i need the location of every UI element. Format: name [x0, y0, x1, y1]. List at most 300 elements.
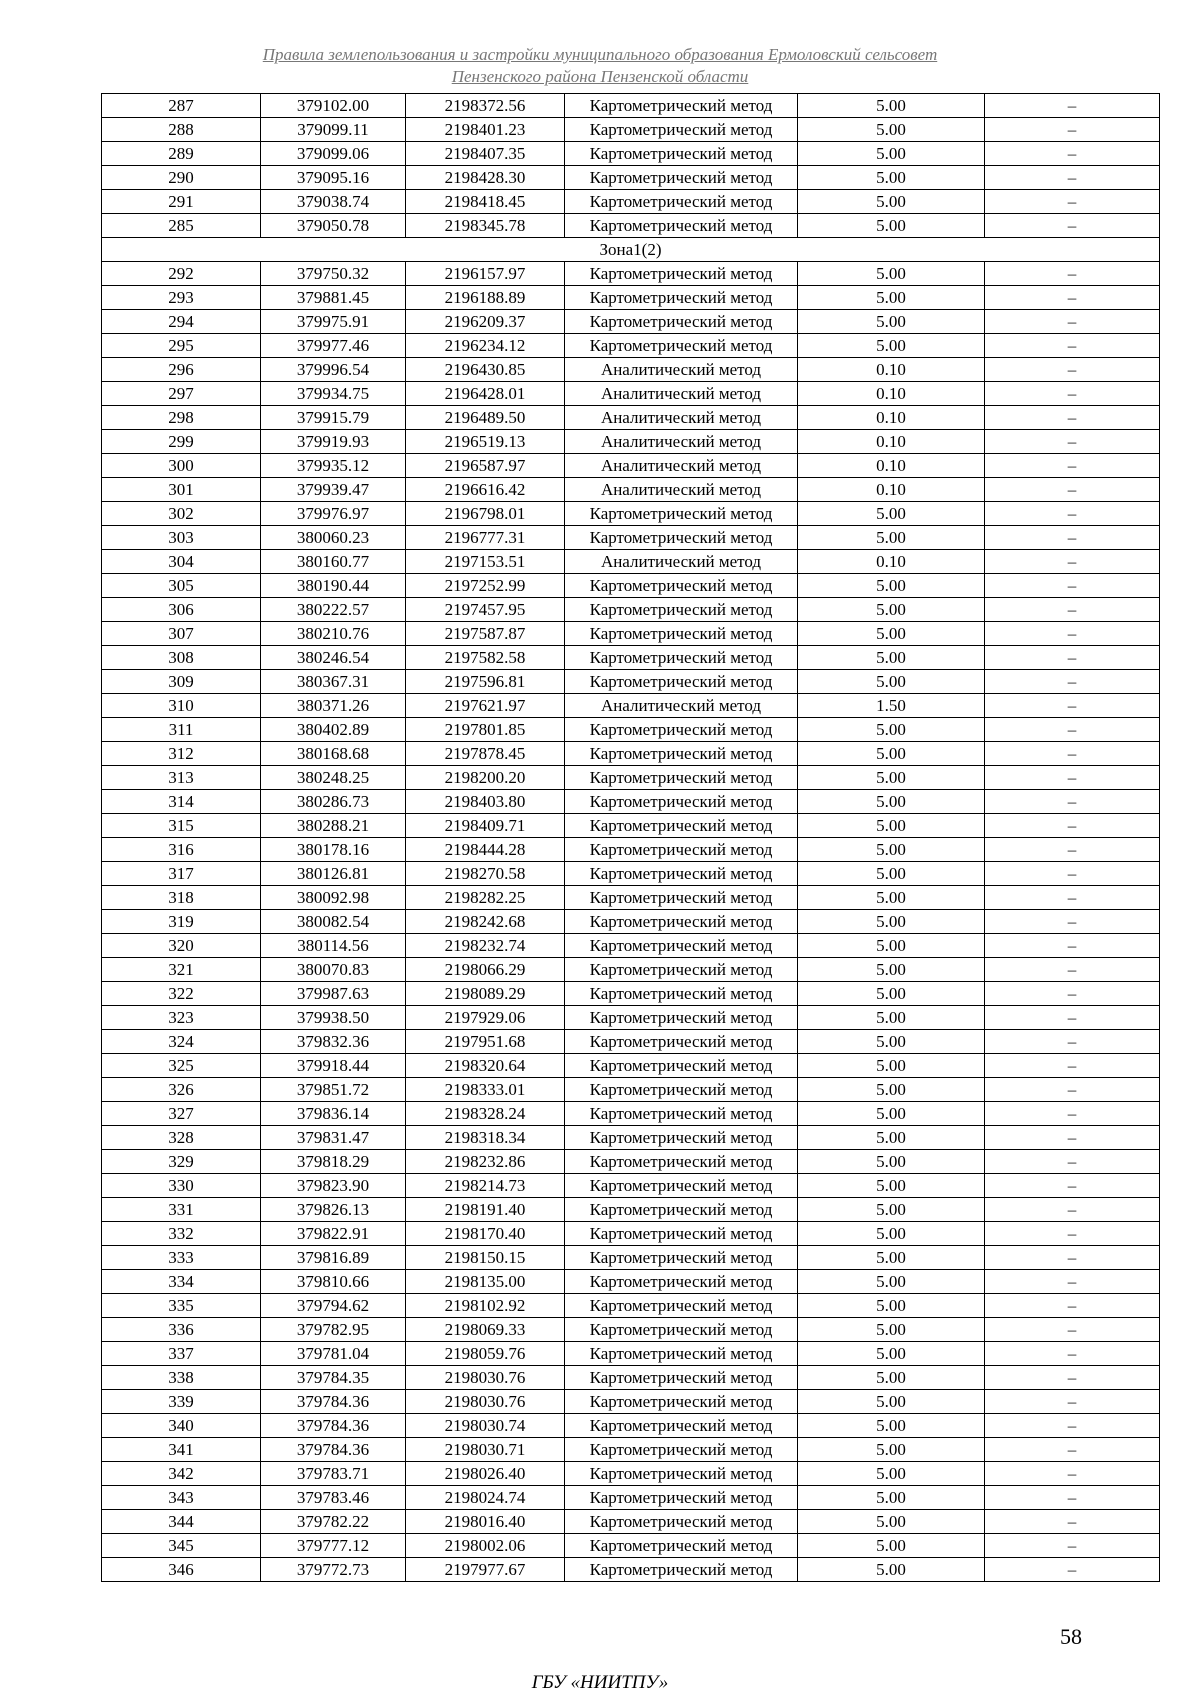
x-coordinate-cell: 379750.32	[261, 262, 406, 286]
x-coordinate-cell: 379934.75	[261, 382, 406, 406]
note-cell: –	[985, 766, 1160, 790]
x-coordinate-cell: 379836.14	[261, 1102, 406, 1126]
point-number-cell: 291	[102, 190, 261, 214]
header-line-2: Пензенского района Пензенской области	[451, 67, 749, 86]
x-coordinate-cell: 380402.89	[261, 718, 406, 742]
point-number-cell: 306	[102, 598, 261, 622]
method-cell: Аналитический метод	[565, 694, 798, 718]
accuracy-cell: 5.00	[798, 1174, 985, 1198]
point-number-cell: 288	[102, 118, 261, 142]
accuracy-cell: 5.00	[798, 214, 985, 238]
note-cell: –	[985, 1246, 1160, 1270]
method-cell: Картометрический метод	[565, 334, 798, 358]
method-cell: Картометрический метод	[565, 1366, 798, 1390]
point-number-cell: 308	[102, 646, 261, 670]
table-row	[102, 1246, 1160, 1270]
y-coordinate-cell: 2198002.06	[406, 1534, 565, 1558]
x-coordinate-cell: 379784.36	[261, 1414, 406, 1438]
table-row	[102, 334, 1160, 358]
note-cell: –	[985, 670, 1160, 694]
method-cell: Картометрический метод	[565, 1150, 798, 1174]
table-row	[102, 1342, 1160, 1366]
point-number-cell: 305	[102, 574, 261, 598]
y-coordinate-cell: 2197621.97	[406, 694, 565, 718]
table-row	[102, 790, 1160, 814]
method-cell: Аналитический метод	[565, 550, 798, 574]
table-row	[102, 1390, 1160, 1414]
x-coordinate-cell: 379826.13	[261, 1198, 406, 1222]
method-cell: Картометрический метод	[565, 1414, 798, 1438]
point-number-cell: 329	[102, 1150, 261, 1174]
point-number-cell: 338	[102, 1366, 261, 1390]
x-coordinate-cell: 379823.90	[261, 1174, 406, 1198]
x-coordinate-cell: 380114.56	[261, 934, 406, 958]
table-row	[102, 1270, 1160, 1294]
table-row	[102, 1030, 1160, 1054]
table-row	[102, 406, 1160, 430]
accuracy-cell: 5.00	[798, 1414, 985, 1438]
note-cell: –	[985, 982, 1160, 1006]
y-coordinate-cell: 2196234.12	[406, 334, 565, 358]
accuracy-cell: 5.00	[798, 910, 985, 934]
note-cell: –	[985, 1414, 1160, 1438]
point-number-cell: 292	[102, 262, 261, 286]
accuracy-cell: 5.00	[798, 1222, 985, 1246]
method-cell: Картометрический метод	[565, 934, 798, 958]
method-cell: Аналитический метод	[565, 382, 798, 406]
y-coordinate-cell: 2196428.01	[406, 382, 565, 406]
accuracy-cell: 0.10	[798, 382, 985, 406]
note-cell: –	[985, 1294, 1160, 1318]
accuracy-cell: 5.00	[798, 1126, 985, 1150]
x-coordinate-cell: 379987.63	[261, 982, 406, 1006]
table-row	[102, 718, 1160, 742]
note-cell: –	[985, 1126, 1160, 1150]
method-cell: Картометрический метод	[565, 862, 798, 886]
x-coordinate-cell: 379782.95	[261, 1318, 406, 1342]
accuracy-cell: 5.00	[798, 502, 985, 526]
point-number-cell: 337	[102, 1342, 261, 1366]
note-cell: –	[985, 382, 1160, 406]
x-coordinate-cell: 379976.97	[261, 502, 406, 526]
table-row	[102, 982, 1160, 1006]
y-coordinate-cell: 2198026.40	[406, 1462, 565, 1486]
accuracy-cell: 5.00	[798, 1054, 985, 1078]
table-row	[102, 1558, 1160, 1582]
y-coordinate-cell: 2198282.25	[406, 886, 565, 910]
method-cell: Картометрический метод	[565, 1054, 798, 1078]
table-row	[102, 1414, 1160, 1438]
x-coordinate-cell: 379881.45	[261, 286, 406, 310]
point-number-cell: 346	[102, 1558, 261, 1582]
point-number-cell: 345	[102, 1534, 261, 1558]
note-cell: –	[985, 1150, 1160, 1174]
accuracy-cell: 5.00	[798, 766, 985, 790]
accuracy-cell: 5.00	[798, 166, 985, 190]
point-number-cell: 302	[102, 502, 261, 526]
accuracy-cell: 5.00	[798, 862, 985, 886]
accuracy-cell: 5.00	[798, 1294, 985, 1318]
method-cell: Картометрический метод	[565, 1462, 798, 1486]
y-coordinate-cell: 2196209.37	[406, 310, 565, 334]
note-cell: –	[985, 550, 1160, 574]
note-cell: –	[985, 334, 1160, 358]
note-cell: –	[985, 790, 1160, 814]
note-cell: –	[985, 118, 1160, 142]
method-cell: Картометрический метод	[565, 1270, 798, 1294]
accuracy-cell: 5.00	[798, 1462, 985, 1486]
accuracy-cell: 5.00	[798, 334, 985, 358]
method-cell: Картометрический метод	[565, 1198, 798, 1222]
x-coordinate-cell: 379772.73	[261, 1558, 406, 1582]
x-coordinate-cell: 379095.16	[261, 166, 406, 190]
accuracy-cell: 5.00	[798, 1246, 985, 1270]
table-row	[102, 262, 1160, 286]
point-number-cell: 341	[102, 1438, 261, 1462]
y-coordinate-cell: 2198089.29	[406, 982, 565, 1006]
y-coordinate-cell: 2197878.45	[406, 742, 565, 766]
method-cell: Картометрический метод	[565, 1126, 798, 1150]
y-coordinate-cell: 2198066.29	[406, 958, 565, 982]
accuracy-cell: 5.00	[798, 310, 985, 334]
point-number-cell: 304	[102, 550, 261, 574]
x-coordinate-cell: 379915.79	[261, 406, 406, 430]
accuracy-cell: 5.00	[798, 838, 985, 862]
x-coordinate-cell: 379935.12	[261, 454, 406, 478]
y-coordinate-cell: 2198030.74	[406, 1414, 565, 1438]
method-cell: Картометрический метод	[565, 622, 798, 646]
note-cell: –	[985, 1438, 1160, 1462]
method-cell: Картометрический метод	[565, 1174, 798, 1198]
table-row	[102, 1510, 1160, 1534]
note-cell: –	[985, 502, 1160, 526]
point-number-cell: 299	[102, 430, 261, 454]
table-row	[102, 574, 1160, 598]
y-coordinate-cell: 2198102.92	[406, 1294, 565, 1318]
table-row	[102, 430, 1160, 454]
y-coordinate-cell: 2198059.76	[406, 1342, 565, 1366]
table-row	[102, 1006, 1160, 1030]
note-cell: –	[985, 934, 1160, 958]
method-cell: Картометрический метод	[565, 910, 798, 934]
accuracy-cell: 0.10	[798, 550, 985, 574]
table-row	[102, 1534, 1160, 1558]
point-number-cell: 344	[102, 1510, 261, 1534]
table-row	[102, 694, 1160, 718]
x-coordinate-cell: 379996.54	[261, 358, 406, 382]
table-row	[102, 286, 1160, 310]
accuracy-cell: 5.00	[798, 1102, 985, 1126]
point-number-cell: 296	[102, 358, 261, 382]
y-coordinate-cell: 2196430.85	[406, 358, 565, 382]
point-number-cell: 342	[102, 1462, 261, 1486]
y-coordinate-cell: 2198403.80	[406, 790, 565, 814]
y-coordinate-cell: 2198069.33	[406, 1318, 565, 1342]
method-cell: Картометрический метод	[565, 190, 798, 214]
accuracy-cell: 5.00	[798, 646, 985, 670]
x-coordinate-cell: 379784.35	[261, 1366, 406, 1390]
table-row	[102, 502, 1160, 526]
accuracy-cell: 5.00	[798, 1510, 985, 1534]
accuracy-cell: 5.00	[798, 934, 985, 958]
y-coordinate-cell: 2196798.01	[406, 502, 565, 526]
accuracy-cell: 5.00	[798, 286, 985, 310]
note-cell: –	[985, 1078, 1160, 1102]
point-number-cell: 324	[102, 1030, 261, 1054]
table-row	[102, 622, 1160, 646]
x-coordinate-cell: 379782.22	[261, 1510, 406, 1534]
method-cell: Картометрический метод	[565, 1486, 798, 1510]
table-row	[102, 814, 1160, 838]
table-row	[102, 454, 1160, 478]
note-cell: –	[985, 1102, 1160, 1126]
accuracy-cell: 5.00	[798, 742, 985, 766]
table-row	[102, 838, 1160, 862]
note-cell: –	[985, 454, 1160, 478]
note-cell: –	[985, 886, 1160, 910]
y-coordinate-cell: 2198200.20	[406, 766, 565, 790]
method-cell: Картометрический метод	[565, 286, 798, 310]
accuracy-cell: 5.00	[798, 262, 985, 286]
x-coordinate-cell: 379794.62	[261, 1294, 406, 1318]
point-number-cell: 307	[102, 622, 261, 646]
note-cell: –	[985, 910, 1160, 934]
point-number-cell: 336	[102, 1318, 261, 1342]
note-cell: –	[985, 814, 1160, 838]
note-cell: –	[985, 430, 1160, 454]
table-row	[102, 382, 1160, 406]
x-coordinate-cell: 380371.26	[261, 694, 406, 718]
x-coordinate-cell: 379816.89	[261, 1246, 406, 1270]
point-number-cell: 326	[102, 1078, 261, 1102]
note-cell: –	[985, 286, 1160, 310]
table-row	[102, 598, 1160, 622]
note-cell: –	[985, 1390, 1160, 1414]
accuracy-cell: 5.00	[798, 1342, 985, 1366]
accuracy-cell: 5.00	[798, 598, 985, 622]
y-coordinate-cell: 2198214.73	[406, 1174, 565, 1198]
accuracy-cell: 0.10	[798, 430, 985, 454]
point-number-cell: 320	[102, 934, 261, 958]
method-cell: Аналитический метод	[565, 406, 798, 430]
x-coordinate-cell: 380190.44	[261, 574, 406, 598]
note-cell: –	[985, 1558, 1160, 1582]
accuracy-cell: 5.00	[798, 886, 985, 910]
method-cell: Картометрический метод	[565, 766, 798, 790]
page-header	[150, 44, 1050, 88]
note-cell: –	[985, 1270, 1160, 1294]
table-row	[102, 1102, 1160, 1126]
method-cell: Картометрический метод	[565, 670, 798, 694]
method-cell: Аналитический метод	[565, 358, 798, 382]
table-row	[102, 166, 1160, 190]
table-row	[102, 478, 1160, 502]
y-coordinate-cell: 2198030.76	[406, 1366, 565, 1390]
table-row	[102, 1198, 1160, 1222]
accuracy-cell: 5.00	[798, 718, 985, 742]
x-coordinate-cell: 380160.77	[261, 550, 406, 574]
y-coordinate-cell: 2198333.01	[406, 1078, 565, 1102]
point-number-cell: 294	[102, 310, 261, 334]
point-number-cell: 322	[102, 982, 261, 1006]
zone-label: Зона1(2)	[102, 238, 1160, 262]
point-number-cell: 317	[102, 862, 261, 886]
accuracy-cell: 5.00	[798, 1150, 985, 1174]
point-number-cell: 332	[102, 1222, 261, 1246]
table-row	[102, 1174, 1160, 1198]
table-row	[102, 1126, 1160, 1150]
accuracy-cell: 5.00	[798, 94, 985, 118]
x-coordinate-cell: 380060.23	[261, 526, 406, 550]
y-coordinate-cell: 2198409.71	[406, 814, 565, 838]
method-cell: Картометрический метод	[565, 1318, 798, 1342]
x-coordinate-cell: 379975.91	[261, 310, 406, 334]
point-number-cell: 311	[102, 718, 261, 742]
coordinates-table	[101, 93, 1160, 1582]
table-row	[102, 358, 1160, 382]
y-coordinate-cell: 2198170.40	[406, 1222, 565, 1246]
accuracy-cell: 5.00	[798, 1486, 985, 1510]
y-coordinate-cell: 2198320.64	[406, 1054, 565, 1078]
x-coordinate-cell: 380168.68	[261, 742, 406, 766]
x-coordinate-cell: 379822.91	[261, 1222, 406, 1246]
method-cell: Картометрический метод	[565, 790, 798, 814]
note-cell: –	[985, 1174, 1160, 1198]
note-cell: –	[985, 1318, 1160, 1342]
accuracy-cell: 0.10	[798, 454, 985, 478]
method-cell: Картометрический метод	[565, 1078, 798, 1102]
accuracy-cell: 5.00	[798, 1438, 985, 1462]
method-cell: Картометрический метод	[565, 94, 798, 118]
y-coordinate-cell: 2198401.23	[406, 118, 565, 142]
accuracy-cell: 5.00	[798, 790, 985, 814]
note-cell: –	[985, 1366, 1160, 1390]
x-coordinate-cell: 380246.54	[261, 646, 406, 670]
accuracy-cell: 5.00	[798, 670, 985, 694]
point-number-cell: 328	[102, 1126, 261, 1150]
y-coordinate-cell: 2198150.15	[406, 1246, 565, 1270]
note-cell: –	[985, 1486, 1160, 1510]
accuracy-cell: 5.00	[798, 1534, 985, 1558]
accuracy-cell: 5.00	[798, 958, 985, 982]
point-number-cell: 293	[102, 286, 261, 310]
x-coordinate-cell: 380248.25	[261, 766, 406, 790]
method-cell: Картометрический метод	[565, 1030, 798, 1054]
note-cell: –	[985, 142, 1160, 166]
x-coordinate-cell: 379919.93	[261, 430, 406, 454]
point-number-cell: 321	[102, 958, 261, 982]
y-coordinate-cell: 2197929.06	[406, 1006, 565, 1030]
table-row	[102, 1438, 1160, 1462]
method-cell: Картометрический метод	[565, 1246, 798, 1270]
note-cell: –	[985, 1534, 1160, 1558]
accuracy-cell: 5.00	[798, 190, 985, 214]
x-coordinate-cell: 379784.36	[261, 1438, 406, 1462]
accuracy-cell: 5.00	[798, 622, 985, 646]
y-coordinate-cell: 2197951.68	[406, 1030, 565, 1054]
x-coordinate-cell: 379099.11	[261, 118, 406, 142]
method-cell: Картометрический метод	[565, 1534, 798, 1558]
y-coordinate-cell: 2196587.97	[406, 454, 565, 478]
accuracy-cell: 5.00	[798, 1198, 985, 1222]
table-row	[102, 1294, 1160, 1318]
y-coordinate-cell: 2197801.85	[406, 718, 565, 742]
method-cell: Картометрический метод	[565, 1510, 798, 1534]
method-cell: Картометрический метод	[565, 1558, 798, 1582]
y-coordinate-cell: 2198270.58	[406, 862, 565, 886]
accuracy-cell: 5.00	[798, 1558, 985, 1582]
point-number-cell: 287	[102, 94, 261, 118]
x-coordinate-cell: 379038.74	[261, 190, 406, 214]
x-coordinate-cell: 380082.54	[261, 910, 406, 934]
table-row	[102, 1078, 1160, 1102]
method-cell: Картометрический метод	[565, 958, 798, 982]
x-coordinate-cell: 379102.00	[261, 94, 406, 118]
x-coordinate-cell: 379918.44	[261, 1054, 406, 1078]
note-cell: –	[985, 742, 1160, 766]
method-cell: Картометрический метод	[565, 142, 798, 166]
x-coordinate-cell: 379050.78	[261, 214, 406, 238]
method-cell: Картометрический метод	[565, 262, 798, 286]
y-coordinate-cell: 2197977.67	[406, 1558, 565, 1582]
table-row	[102, 214, 1160, 238]
accuracy-cell: 5.00	[798, 814, 985, 838]
point-number-cell: 303	[102, 526, 261, 550]
note-cell: –	[985, 694, 1160, 718]
y-coordinate-cell: 2198345.78	[406, 214, 565, 238]
y-coordinate-cell: 2198242.68	[406, 910, 565, 934]
y-coordinate-cell: 2198318.34	[406, 1126, 565, 1150]
x-coordinate-cell: 380092.98	[261, 886, 406, 910]
method-cell: Картометрический метод	[565, 526, 798, 550]
method-cell: Картометрический метод	[565, 1006, 798, 1030]
table-row	[102, 118, 1160, 142]
accuracy-cell: 5.00	[798, 982, 985, 1006]
x-coordinate-cell: 379939.47	[261, 478, 406, 502]
note-cell: –	[985, 310, 1160, 334]
table-row	[102, 526, 1160, 550]
point-number-cell: 339	[102, 1390, 261, 1414]
x-coordinate-cell: 379851.72	[261, 1078, 406, 1102]
x-coordinate-cell: 380222.57	[261, 598, 406, 622]
accuracy-cell: 5.00	[798, 1318, 985, 1342]
y-coordinate-cell: 2197252.99	[406, 574, 565, 598]
point-number-cell: 314	[102, 790, 261, 814]
accuracy-cell: 5.00	[798, 1390, 985, 1414]
point-number-cell: 334	[102, 1270, 261, 1294]
note-cell: –	[985, 574, 1160, 598]
x-coordinate-cell: 379810.66	[261, 1270, 406, 1294]
accuracy-cell: 5.00	[798, 1006, 985, 1030]
page-number: 58	[1060, 1624, 1082, 1649]
point-number-cell: 315	[102, 814, 261, 838]
table-row	[102, 550, 1160, 574]
table-row	[102, 310, 1160, 334]
method-cell: Картометрический метод	[565, 982, 798, 1006]
table-row	[102, 670, 1160, 694]
x-coordinate-cell: 379832.36	[261, 1030, 406, 1054]
point-number-cell: 335	[102, 1294, 261, 1318]
method-cell: Картометрический метод	[565, 598, 798, 622]
y-coordinate-cell: 2198232.74	[406, 934, 565, 958]
x-coordinate-cell: 379977.46	[261, 334, 406, 358]
y-coordinate-cell: 2196157.97	[406, 262, 565, 286]
point-number-cell: 318	[102, 886, 261, 910]
accuracy-cell: 5.00	[798, 142, 985, 166]
table-row	[102, 862, 1160, 886]
y-coordinate-cell: 2198418.45	[406, 190, 565, 214]
note-cell: –	[985, 646, 1160, 670]
